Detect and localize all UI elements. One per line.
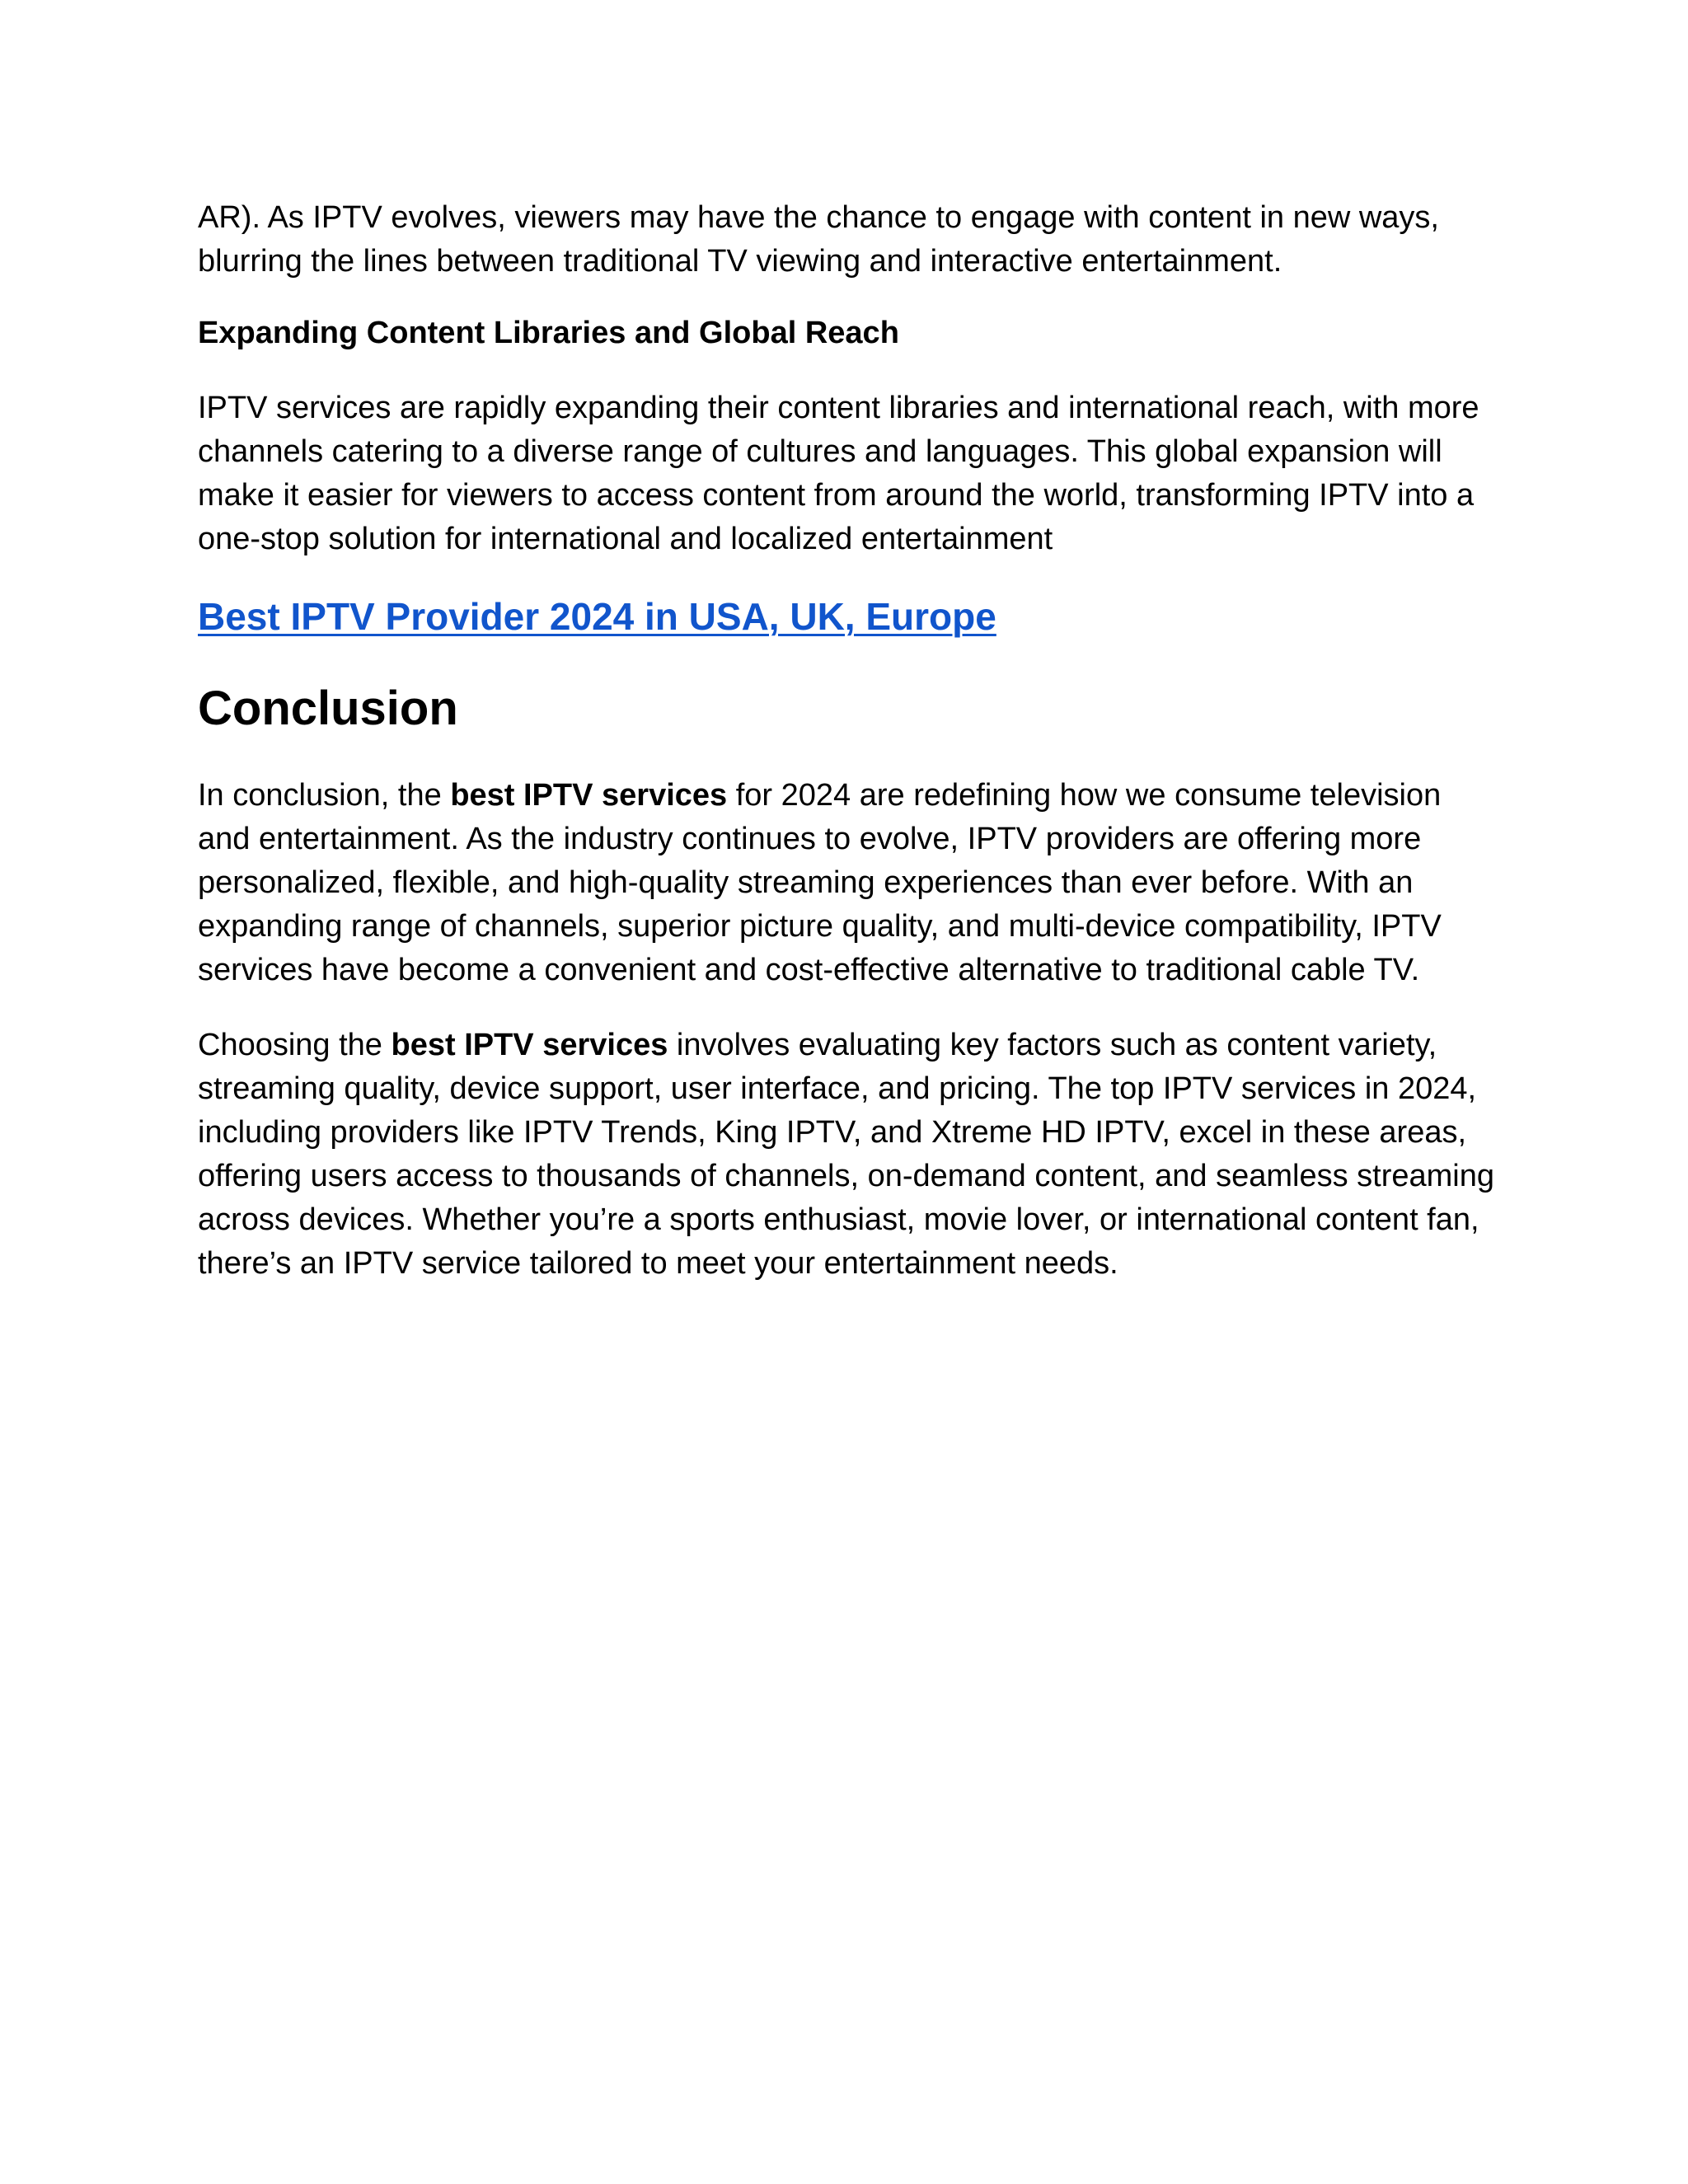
conclusion-paragraph-2 xyxy=(198,1024,1496,1286)
conclusion-p2-text-before: Choosing the xyxy=(198,1028,392,1062)
intro-paragraph: AR). As IPTV evolves, viewers may have the chance to engage with content in new ways, blurring the lines between traditional TV viewing and interactive entertainment. xyxy=(198,200,1439,279)
conclusion-p2-bold: best IPTV services xyxy=(391,1028,668,1062)
conclusion-p1-text-before: In conclusion, the xyxy=(198,778,451,813)
conclusion-p1-text-after: for 2024 are redefining how we consume television and entertainment. As the industry continues to evolve, IPTV providers are offering more personalized, flexible, and high-quality streaming experiences than ever before. With an expanding range of channels, superior picture quality, and multi-device compatibility, IPTV services have become a convenient and cost-effective alternative to traditional cable TV. xyxy=(198,778,1442,987)
best-iptv-provider-link[interactable]: Best IPTV Provider 2024 in USA, UK, Europe xyxy=(198,595,996,638)
document-body xyxy=(198,196,1496,1286)
conclusion-heading: Conclusion xyxy=(198,682,458,735)
provider-link-line xyxy=(198,593,1496,640)
conclusion-p2-text-after: involves evaluating key factors such as content variety, streaming quality, device support, user interface, and pricing. The top IPTV services in 2024, including providers like IPTV Trends, King IPTV, and Xtreme HD IPTV, excel in these areas, offering users access to thousands of channels, on-demand content, and seamless streaming across devices. Whether you’re a sports enthusiast, movie lover, or international content fan, there’s an IPTV service tailored to meet your entertainment needs. xyxy=(198,1028,1494,1281)
conclusion-p1-bold: best IPTV services xyxy=(450,778,728,813)
section-subheading: Expanding Content Libraries and Global Reach xyxy=(198,316,899,350)
conclusion-paragraph-1 xyxy=(198,774,1496,992)
expanding-paragraph: IPTV services are rapidly expanding their content libraries and international reach, with more channels catering to a diverse range of cultures and languages. This global expansion will make it easier for viewers to access content from around the world, transforming IPTV into a one-stop solution for international and localized entertainment xyxy=(198,391,1479,556)
